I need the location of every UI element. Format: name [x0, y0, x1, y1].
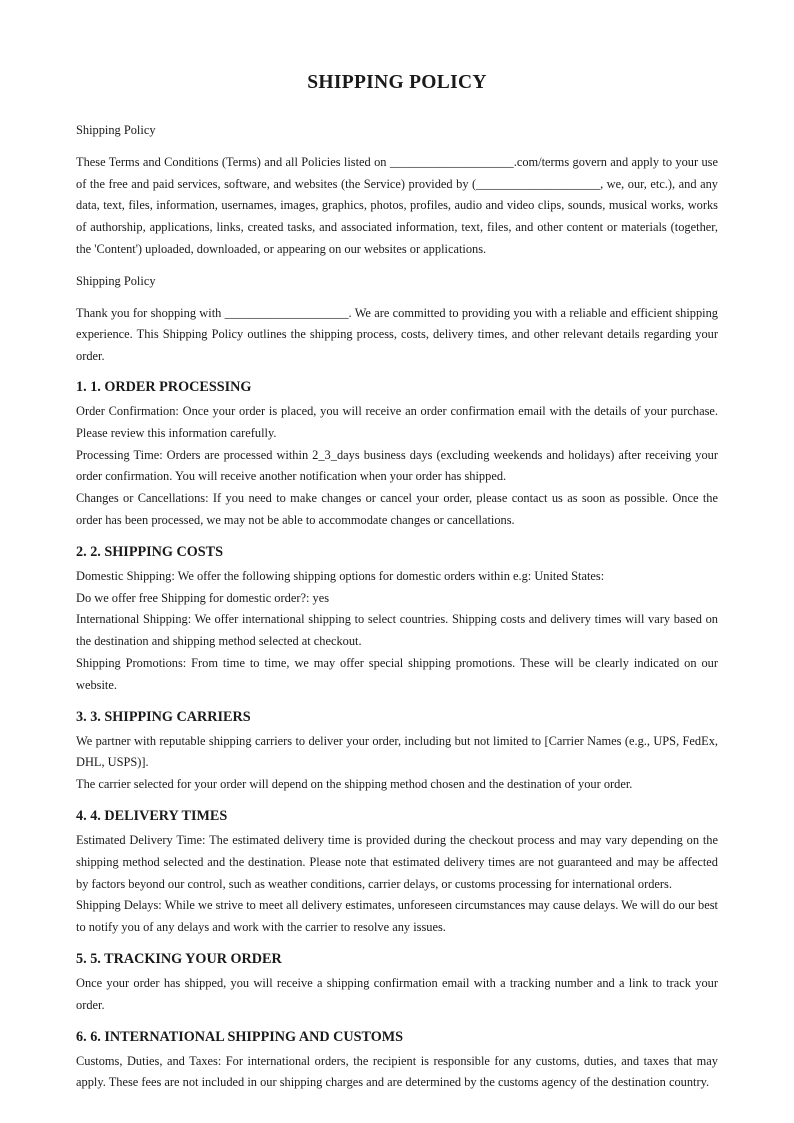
section-paragraph: Shipping Delays: While we strive to meet all delivery estimates, unforeseen circumstances may cause delays. We will do our best to notify you of any delays and work with the carrier to resolve any issues.: [76, 898, 718, 935]
intro-paragraph: Thank you for shopping with ____________________. We are committed to providing you with a reliable and efficient shipping experience. This Shipping Policy outlines the shipping process, costs, delivery times, and other relevant details regarding your order.: [76, 305, 718, 364]
intro-paragraph: These Terms and Conditions (Terms) and all Policies listed on ____________________.com/terms govern and apply to your use of the free and paid services, software, and websites (the Service) provided by (____________________, we, our, etc.), and any data, text, files, information, usernames, images, graphics, photos, profiles, audio and video clips, sounds, musical works, works of authorship, applications, links, created tasks, and associated information, text, files, and other content or materials (together, the 'Content') uploaded, downloaded, or appearing on our websites or applications.: [76, 154, 718, 256]
section-paragraph: Once your order has shipped, you will receive a shipping confirmation email with a tracking number and a link to track your order.: [76, 975, 718, 1012]
section-heading: 6. 6. INTERNATIONAL SHIPPING AND CUSTOMS: [76, 1028, 404, 1045]
section-paragraph: The carrier selected for your order will depend on the shipping method chosen and the destination of your order.: [76, 777, 633, 792]
section-paragraph: Changes or Cancellations: If you need to make changes or cancel your order, please contact us as soon as possible. Once the order has been processed, we may not be able to accommodate changes or cancellations.: [76, 491, 718, 527]
intro-label: Shipping Policy: [76, 123, 156, 137]
section-shipping-carriers: [76, 708, 718, 796]
section-paragraph: Order Confirmation: Once your order is placed, you will receive an order confirmation email with the details of your purchase. Please review this information carefully.: [76, 403, 718, 440]
section-paragraph: Estimated Delivery Time: The estimated delivery time is provided during the checkout process and may vary depending on the shipping method selected and the destination. Please note that estimated delivery times are not guaranteed and may be affected by factors beyond our control, such as weather conditions, carrier delays, or customs processing for international orders.: [76, 832, 718, 891]
section-heading: 3. 3. SHIPPING CARRIERS: [76, 708, 251, 725]
section-order-processing: [76, 378, 718, 532]
section-heading: 1. 1. ORDER PROCESSING: [76, 378, 252, 395]
section-paragraph: Do we offer free Shipping for domestic order?: yes: [76, 590, 330, 605]
section-paragraph: Customs, Duties, and Taxes: For international orders, the recipient is responsible for any customs, duties, and taxes that may apply. These fees are not included in our shipping charges and are determined by the customs agency of the destination country.: [76, 1053, 718, 1090]
section-heading: 5. 5. TRACKING YOUR ORDER: [76, 950, 282, 967]
section-heading: 4. 4. DELIVERY TIMES: [76, 807, 228, 824]
section-paragraph: Processing Time: Orders are processed within 2_3_days business days (excluding weekends and holidays) after receiving your order confirmation. You will receive another notification when your order has shipped.: [76, 447, 718, 484]
section-shipping-costs: [76, 543, 718, 697]
section-paragraph: We partner with reputable shipping carriers to deliver your order, including but not limited to [Carrier Names (e.g., UPS, FedEx, DHL, USPS)].: [76, 733, 718, 770]
section-delivery-times: [76, 807, 718, 939]
section-tracking-your-order: [76, 950, 718, 1017]
document-title: SHIPPING POLICY: [307, 72, 487, 93]
section-paragraph: International Shipping: We offer international shipping to select countries. Shipping costs and delivery times will vary based on the destination and shipping method selected at checkout.: [76, 612, 718, 649]
section-paragraph: Shipping Promotions: From time to time, we may offer special shipping promotions. These will be clearly indicated on our website.: [76, 655, 718, 692]
section-paragraph: Domestic Shipping: We offer the following shipping options for domestic orders within e.g: United States:: [76, 568, 605, 583]
section-heading: 2. 2. SHIPPING COSTS: [76, 543, 224, 560]
intro-label: Shipping Policy: [76, 273, 156, 288]
section-international-shipping: [76, 1028, 718, 1095]
